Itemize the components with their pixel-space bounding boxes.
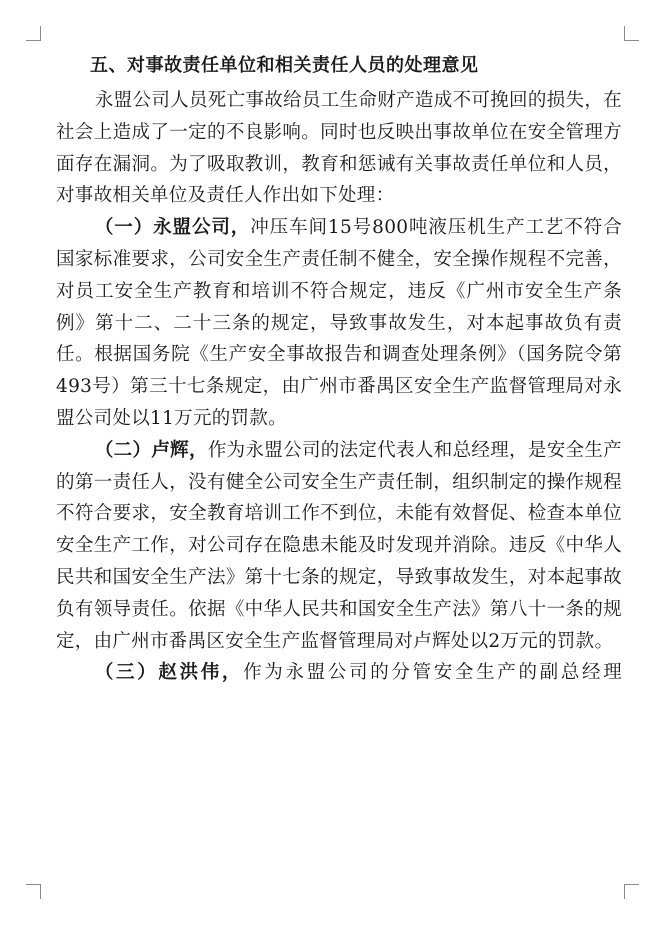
- item-lead-3: （三）赵洪伟，: [94, 662, 244, 684]
- item-lead-2: （二）卢辉，: [94, 439, 208, 461]
- intro-paragraph: 永盟公司人员死亡事故给员工生命财产造成不可挽回的损失，在社会上造成了一定的不良影响。同时也反映出事故单位在安全管理方面存在漏洞。为了吸取教训，教育和惩诫有关事故责任单位和人员，对事故相关单位及责任人作出如下处理：: [56, 90, 622, 207]
- item-paragraph-1: [56, 212, 622, 435]
- item-paragraph-3: [56, 657, 622, 689]
- item-lead-1: （一）永盟公司，: [94, 217, 251, 239]
- crop-mark-top-left: [26, 26, 41, 41]
- document-body: [56, 52, 622, 689]
- item-text-3: 作为永盟公司的分管安全生产的副总经理: [243, 662, 623, 684]
- section-heading: 五、对事故责任单位和相关责任人员的处理意见: [90, 55, 479, 76]
- item-text-1: 冲压车间15号800吨液压机生产工艺不符合国家标准要求，公司安全生产责任制不健全，安全操作规程不完善，对员工安全生产教育和培训不符合规定，违反《广州市安全生产条例》第十二、二十三条的规定，导致事故发生，对本起事故负有责任。根据国务院《生产安全事故报告和调查处理条例》（国务院令第493号）第三十七条规定，由广州市番禺区安全生产监督管理局对永盟公司处以11万元的罚款。: [56, 217, 622, 429]
- item-text-2: 作为永盟公司的法定代表人和总经理，是安全生产的第一责任人，没有健全公司安全生产责任制，组织制定的操作规程不符合要求，安全教育培训工作不到位，未能有效督促、检查本单位安全生产工作，对公司存在隐患未能及时发现并消除。违反《中华人民共和国安全生产法》第十七条的规定，导致事故发生，对本起事故负有领导责任。依据《中华人民共和国安全生产法》第八十一条的规定，由广州市番禺区安全生产监督管理局对卢辉处以2万元的罚款。: [56, 439, 622, 652]
- crop-mark-bottom-left: [26, 884, 41, 899]
- crop-mark-top-right: [624, 26, 639, 41]
- crop-mark-bottom-right: [624, 884, 639, 899]
- item-paragraph-2: [56, 435, 622, 658]
